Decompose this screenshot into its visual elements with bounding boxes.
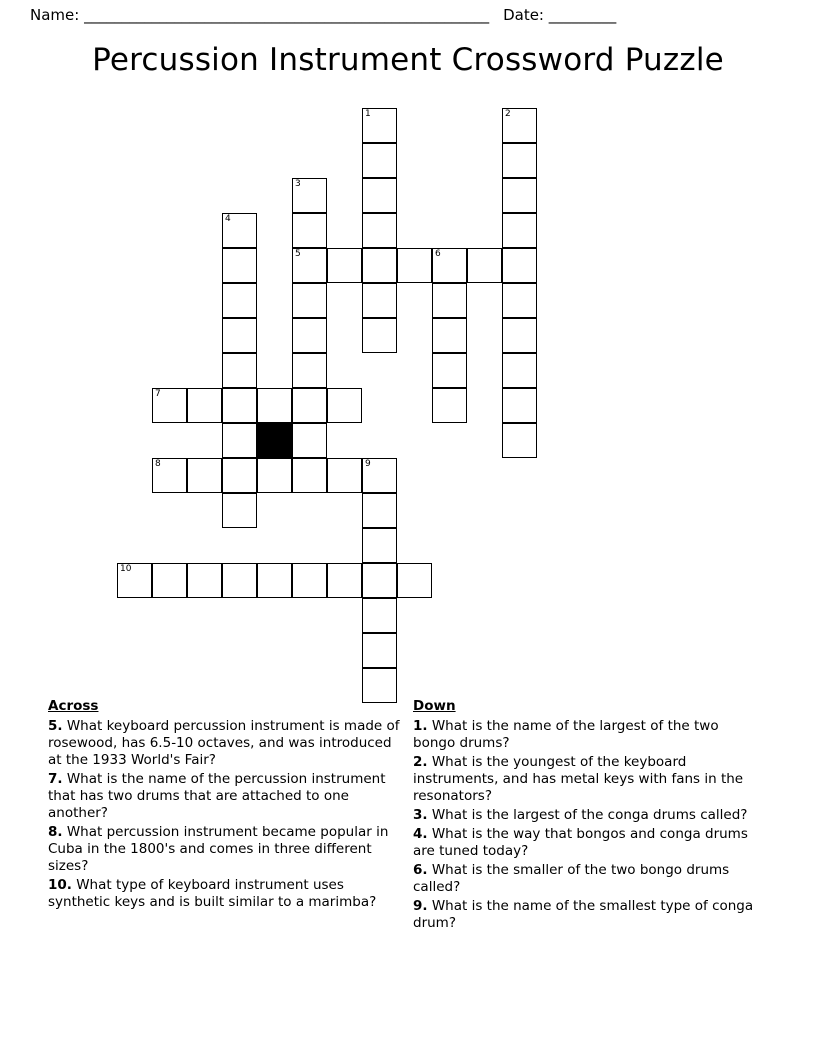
grid-cell[interactable] bbox=[292, 248, 327, 283]
grid-cell[interactable] bbox=[397, 563, 432, 598]
cell-number: 4 bbox=[225, 214, 231, 224]
grid-cell[interactable] bbox=[292, 458, 327, 493]
grid-cell[interactable] bbox=[432, 283, 467, 318]
clue-number: 4. bbox=[413, 826, 428, 842]
grid-cell[interactable] bbox=[187, 388, 222, 423]
cell-number: 2 bbox=[505, 109, 511, 119]
clue-number: 6. bbox=[413, 862, 428, 878]
cell-number: 6 bbox=[435, 249, 441, 259]
grid-cell[interactable] bbox=[327, 248, 362, 283]
clue-item bbox=[48, 718, 406, 769]
grid-cell[interactable] bbox=[292, 178, 327, 213]
clue-number: 1. bbox=[413, 718, 428, 734]
grid-cell[interactable] bbox=[502, 108, 537, 143]
cell-number: 3 bbox=[295, 179, 301, 189]
grid-cell[interactable] bbox=[502, 213, 537, 248]
clue-item bbox=[413, 718, 763, 752]
grid-cell[interactable] bbox=[432, 248, 467, 283]
clue-text: What keyboard percussion instrument is made of rosewood, has 6.5-10 octaves, and was introduced at the 1933 World's Fair? bbox=[48, 718, 400, 768]
grid-cell[interactable] bbox=[257, 388, 292, 423]
grid-cell[interactable] bbox=[292, 423, 327, 458]
grid-cell[interactable] bbox=[362, 598, 397, 633]
grid-cell[interactable] bbox=[292, 563, 327, 598]
cell-number: 9 bbox=[365, 459, 371, 469]
date-field-label: Date: _________ bbox=[503, 6, 617, 24]
down-clues-column bbox=[413, 698, 763, 934]
clue-text: What is the largest of the conga drums called? bbox=[427, 807, 748, 823]
grid-cell[interactable] bbox=[502, 178, 537, 213]
grid-cell[interactable] bbox=[502, 143, 537, 178]
cell-number: 7 bbox=[155, 389, 161, 399]
grid-cell[interactable] bbox=[222, 563, 257, 598]
grid-cell[interactable] bbox=[502, 388, 537, 423]
grid-cell[interactable] bbox=[362, 493, 397, 528]
grid-cell[interactable] bbox=[222, 388, 257, 423]
grid-cell[interactable] bbox=[467, 248, 502, 283]
grid-cell[interactable] bbox=[362, 248, 397, 283]
crossword-grid bbox=[0, 108, 816, 698]
clue-text: What is the name of the smallest type of conga drum? bbox=[413, 898, 754, 931]
cell-number: 1 bbox=[365, 109, 371, 119]
worksheet-header bbox=[0, 0, 816, 30]
clues-section bbox=[0, 698, 816, 998]
grid-cell[interactable] bbox=[327, 458, 362, 493]
clue-text: What is the way that bongos and conga drums are tuned today? bbox=[413, 826, 748, 859]
grid-cell[interactable] bbox=[292, 353, 327, 388]
page-title: Percussion Instrument Crossword Puzzle bbox=[92, 42, 724, 78]
clue-item bbox=[48, 824, 406, 875]
grid-cell[interactable] bbox=[292, 388, 327, 423]
down-heading: Down bbox=[413, 698, 456, 714]
grid-cell[interactable] bbox=[362, 283, 397, 318]
grid-cell[interactable] bbox=[222, 353, 257, 388]
grid-cell[interactable] bbox=[222, 213, 257, 248]
clue-text: What is the name of the percussion instrument that has two drums that are attached to one another? bbox=[48, 771, 386, 821]
grid-cell[interactable] bbox=[152, 458, 187, 493]
name-field-label: Name: ______________________________________________________ bbox=[30, 6, 490, 24]
clue-text: What type of keyboard instrument uses synthetic keys and is built similar to a marimba? bbox=[48, 877, 377, 910]
cell-number: 8 bbox=[155, 459, 161, 469]
grid-cell[interactable] bbox=[152, 388, 187, 423]
grid-cell[interactable] bbox=[292, 283, 327, 318]
clue-item bbox=[413, 807, 763, 824]
clue-number: 5. bbox=[48, 718, 63, 734]
clue-item bbox=[413, 754, 763, 805]
grid-cell[interactable] bbox=[502, 423, 537, 458]
clue-number: 10. bbox=[48, 877, 72, 893]
clue-item bbox=[413, 898, 763, 932]
grid-cell[interactable] bbox=[362, 318, 397, 353]
grid-cell[interactable] bbox=[327, 388, 362, 423]
grid-cell[interactable] bbox=[432, 318, 467, 353]
clue-number: 8. bbox=[48, 824, 63, 840]
grid-cell[interactable] bbox=[222, 283, 257, 318]
grid-cell[interactable] bbox=[292, 213, 327, 248]
clue-item bbox=[413, 826, 763, 860]
grid-cell[interactable] bbox=[257, 563, 292, 598]
clue-number: 2. bbox=[413, 754, 428, 770]
grid-cell[interactable] bbox=[362, 108, 397, 143]
across-heading: Across bbox=[48, 698, 99, 714]
grid-cell[interactable] bbox=[222, 423, 257, 458]
grid-cell[interactable] bbox=[187, 458, 222, 493]
clue-item bbox=[413, 862, 763, 896]
clue-text: What percussion instrument became popular in Cuba in the 1800's and comes in three different sizes? bbox=[48, 824, 389, 874]
grid-cell[interactable] bbox=[397, 248, 432, 283]
grid-cell[interactable] bbox=[187, 563, 222, 598]
grid-cell[interactable] bbox=[362, 178, 397, 213]
grid-cell[interactable] bbox=[502, 283, 537, 318]
grid-cell[interactable] bbox=[152, 563, 187, 598]
clue-text: What is the name of the largest of the two bongo drums? bbox=[413, 718, 719, 751]
clue-item bbox=[48, 877, 406, 911]
cell-number: 5 bbox=[295, 249, 301, 259]
grid-cell[interactable] bbox=[432, 388, 467, 423]
grid-cell[interactable] bbox=[222, 248, 257, 283]
clue-number: 3. bbox=[413, 807, 428, 823]
clue-number: 9. bbox=[413, 898, 428, 914]
grid-cell[interactable] bbox=[257, 458, 292, 493]
grid-cell[interactable] bbox=[502, 248, 537, 283]
grid-block bbox=[257, 423, 292, 458]
cell-number: 10 bbox=[120, 564, 132, 574]
across-clues-column bbox=[48, 698, 406, 913]
grid-cell[interactable] bbox=[362, 633, 397, 668]
grid-cell[interactable] bbox=[222, 458, 257, 493]
grid-cell[interactable] bbox=[327, 563, 362, 598]
grid-cell[interactable] bbox=[362, 213, 397, 248]
grid-cell[interactable] bbox=[502, 318, 537, 353]
grid-cell[interactable] bbox=[362, 528, 397, 563]
grid-cell[interactable] bbox=[117, 563, 152, 598]
grid-cell[interactable] bbox=[502, 353, 537, 388]
grid-cell[interactable] bbox=[362, 143, 397, 178]
grid-cell[interactable] bbox=[222, 493, 257, 528]
grid-cell[interactable] bbox=[432, 353, 467, 388]
grid-cell[interactable] bbox=[222, 318, 257, 353]
grid-cell[interactable] bbox=[362, 458, 397, 493]
clue-text: What is the youngest of the keyboard instruments, and has metal keys with fans in the resonators? bbox=[413, 754, 744, 804]
grid-cell[interactable] bbox=[362, 563, 397, 598]
grid-cell[interactable] bbox=[292, 318, 327, 353]
clue-item bbox=[48, 771, 406, 822]
clue-text: What is the smaller of the two bongo drums called? bbox=[413, 862, 730, 895]
clue-number: 7. bbox=[48, 771, 63, 787]
